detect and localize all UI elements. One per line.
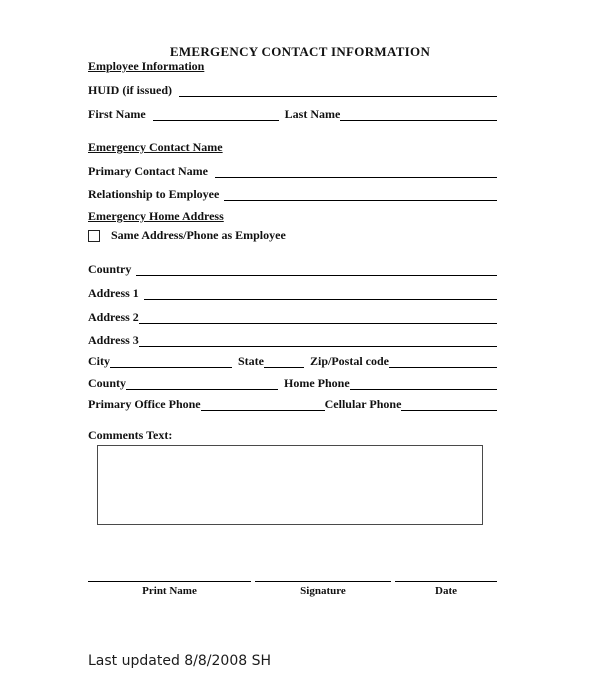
- city-input-line[interactable]: [110, 367, 232, 368]
- state-input-line[interactable]: [264, 367, 304, 368]
- form-row-country: [88, 262, 497, 277]
- print-name-column: [88, 581, 251, 597]
- huid-input-line[interactable]: [179, 96, 497, 97]
- huid-label: HUID (if issued): [88, 83, 173, 97]
- county-label: County: [88, 376, 127, 390]
- country-input-line[interactable]: [136, 275, 497, 276]
- zip-input-line[interactable]: [389, 367, 497, 368]
- form-content: [88, 59, 497, 597]
- home-phone-input-line[interactable]: [350, 389, 497, 390]
- primary-contact-label: Primary Contact Name: [88, 164, 208, 178]
- print-name-label: Print Name: [142, 585, 197, 597]
- state-label: State: [238, 354, 264, 368]
- page-title: EMERGENCY CONTACT INFORMATION: [169, 44, 431, 59]
- form-row-huid: [88, 83, 497, 98]
- relationship-label: Relationship to Employee: [88, 187, 220, 201]
- address3-input-line[interactable]: [139, 346, 497, 347]
- address2-input-line[interactable]: [139, 323, 497, 324]
- same-address-label: Same Address/Phone as Employee: [111, 228, 286, 242]
- section-heading-emergency-home-address: Emergency Home Address: [88, 209, 224, 223]
- form-row-office-cellular: [88, 397, 497, 412]
- country-label: Country: [88, 262, 132, 276]
- date-column: [395, 581, 497, 597]
- form-row-county-homephone: [88, 376, 497, 391]
- first-name-input-line[interactable]: [153, 120, 279, 121]
- signature-label: Signature: [300, 585, 346, 597]
- date-label: Date: [435, 585, 457, 597]
- signature-block: [88, 581, 497, 597]
- form-row-name: [88, 107, 497, 122]
- county-input-line[interactable]: [126, 389, 278, 390]
- same-address-checkbox[interactable]: [88, 230, 100, 242]
- city-label: City: [88, 354, 110, 368]
- home-phone-label: Home Phone: [284, 376, 350, 390]
- address1-input-line[interactable]: [144, 299, 497, 300]
- relationship-input-line[interactable]: [224, 200, 497, 201]
- section-heading-emergency-contact-name: Emergency Contact Name: [88, 140, 223, 154]
- first-name-label: First Name: [88, 107, 146, 121]
- form-row-comments-label: [88, 428, 497, 443]
- last-updated-note: Last updated 8/8/2008 SH: [88, 653, 272, 669]
- form-row-primary-contact: [88, 164, 497, 179]
- form-row-address3: [88, 333, 497, 348]
- last-name-label: Last Name: [284, 107, 341, 121]
- form-row-address2: [88, 310, 497, 325]
- comments-label: Comments Text:: [88, 428, 173, 442]
- same-address-row: [88, 228, 497, 243]
- address1-label: Address 1: [88, 286, 139, 300]
- form-row-address1: [88, 286, 497, 301]
- primary-contact-input-line[interactable]: [215, 177, 497, 178]
- address3-label: Address 3: [88, 333, 139, 347]
- cellular-phone-input-line[interactable]: [401, 410, 497, 411]
- office-phone-label: Primary Office Phone: [88, 397, 201, 411]
- office-phone-input-line[interactable]: [201, 410, 325, 411]
- form-row-relationship: [88, 187, 497, 202]
- address2-label: Address 2: [88, 310, 139, 324]
- form-row-city-state-zip: [88, 354, 497, 369]
- last-name-input-line[interactable]: [340, 120, 497, 121]
- comments-textarea[interactable]: [97, 445, 483, 525]
- signature-column: [255, 581, 391, 597]
- zip-label: Zip/Postal code: [310, 354, 390, 368]
- section-heading-employee-information: Employee Information: [88, 59, 205, 73]
- cellular-phone-label: Cellular Phone: [324, 397, 402, 411]
